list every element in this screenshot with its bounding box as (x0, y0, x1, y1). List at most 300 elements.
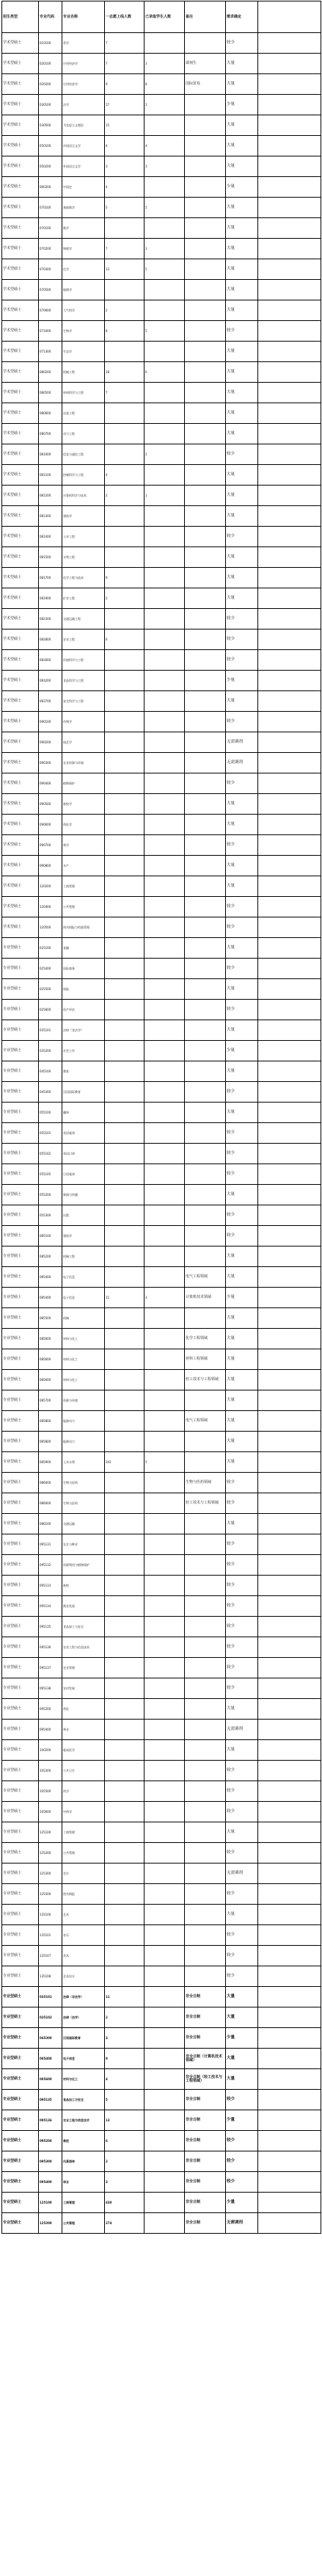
demand-cell: 较少 (226, 1596, 258, 1617)
empty-cell (258, 1678, 321, 1699)
code-cell: 085700 (39, 1390, 62, 1411)
note-cell (185, 1020, 226, 1041)
note-cell (185, 1699, 226, 1720)
note-cell (185, 650, 226, 671)
admitted-count-cell (144, 527, 185, 547)
first-choice-count-cell (105, 835, 144, 856)
demand-cell: 大量 (226, 198, 258, 218)
admitted-count-cell (144, 671, 185, 691)
table-row (2, 177, 321, 198)
demand-cell: 少量 (226, 1288, 258, 1308)
first-choice-count-cell: 4 (105, 2069, 144, 2090)
note-cell (185, 300, 226, 321)
empty-cell (258, 1514, 321, 1534)
demand-cell: 大量 (226, 465, 258, 486)
note-cell (185, 444, 226, 465)
category-cell: 学术型硕士 (2, 95, 39, 115)
header-cell: 一志愿上线人数 (105, 1, 144, 33)
demand-cell: 较少 (226, 2172, 258, 2193)
empty-cell (258, 2049, 321, 2069)
major-cell: 公共卫生 (62, 1761, 105, 1781)
note-cell (185, 198, 226, 218)
demand-cell: 较少 (226, 959, 258, 979)
note-cell: 轻工技术与工程领域 (185, 1370, 226, 1390)
note-cell (185, 1720, 226, 1740)
note-cell (185, 33, 226, 54)
category-cell: 学术型硕士 (2, 259, 39, 280)
demand-cell: 大量 (226, 1452, 258, 1473)
demand-cell: 大量 (226, 300, 258, 321)
category-cell: 专业型硕士 (2, 1699, 39, 1720)
admitted-count-cell (144, 1103, 185, 1123)
category-cell: 专业型硕士 (2, 1720, 39, 1740)
first-choice-count-cell (105, 979, 144, 1000)
first-choice-count-cell: 18 (105, 362, 144, 383)
demand-cell: 较少 (226, 835, 258, 856)
admitted-count-cell: 5 (144, 198, 185, 218)
code-cell: 095137 (39, 1658, 62, 1678)
admitted-count-cell (144, 280, 185, 300)
table-row (2, 609, 321, 629)
admitted-count-cell (144, 1000, 185, 1020)
category-cell: 专业型硕士 (2, 959, 39, 979)
major-cell: 能源动力 (62, 1432, 105, 1452)
major-cell: 生物与医药 (62, 1493, 105, 1514)
first-choice-count-cell (105, 403, 144, 424)
empty-cell (258, 835, 321, 856)
admitted-count-cell (144, 959, 185, 979)
category-cell: 专业型硕士 (2, 1020, 39, 1041)
category-cell: 专业型硕士 (2, 1164, 39, 1185)
empty-cell (258, 95, 321, 115)
table-row (2, 1555, 321, 1576)
code-cell: 090200 (39, 732, 62, 753)
code-cell: 070600 (39, 300, 62, 321)
code-cell: 135107 (39, 1946, 62, 1966)
code-cell: 070500 (39, 280, 62, 300)
code-cell: 095131 (39, 1534, 62, 1555)
major-cell: 法律（法学） (62, 2007, 105, 2028)
table-row (2, 1740, 321, 1761)
admitted-count-cell: 5 (144, 1452, 185, 1473)
code-cell: 081700 (39, 568, 62, 588)
admitted-count-cell: 1 (144, 486, 185, 506)
code-cell: 086100 (39, 1514, 62, 1534)
admitted-count-cell (144, 1884, 185, 1905)
demand-cell: 较少 (226, 321, 258, 342)
code-cell: 090100 (39, 712, 62, 732)
category-cell: 学术型硕士 (2, 588, 39, 609)
major-cell: 新闻与传播 (62, 1185, 105, 1205)
demand-cell: 大量 (226, 1185, 258, 1205)
demand-cell: 无需调剂 (226, 732, 258, 753)
note-cell (185, 1164, 226, 1185)
empty-cell (258, 1493, 321, 1514)
demand-cell: 大量 (226, 1699, 258, 1720)
category-cell: 学术型硕士 (2, 753, 39, 773)
header-cell: 招生类型 (2, 1, 39, 33)
category-cell: 专业型硕士 (2, 2110, 39, 2131)
code-cell: 081300 (39, 506, 62, 527)
category-cell: 专业型硕士 (2, 1637, 39, 1658)
major-cell: 食品加工与安全 (62, 1617, 105, 1637)
admitted-count-cell (144, 815, 185, 835)
category-cell: 学术型硕士 (2, 54, 39, 74)
admitted-count-cell (144, 1576, 185, 1596)
admitted-count-cell (144, 1802, 185, 1822)
table-row (2, 444, 321, 465)
demand-cell: 大量 (226, 1370, 258, 1390)
note-cell: 非全日制 (185, 2028, 226, 2049)
admitted-count-cell (144, 609, 185, 629)
major-cell: 计算机科学与技术 (62, 486, 105, 506)
major-cell: 中国语言文学 (62, 136, 105, 156)
category-cell: 专业型硕士 (2, 1185, 39, 1205)
table-row (2, 156, 321, 177)
empty-cell (258, 671, 321, 691)
major-cell: 音乐 (62, 1925, 105, 1946)
code-cell: 081500 (39, 547, 62, 568)
demand-cell: 大量 (226, 794, 258, 815)
first-choice-count-cell: 102 (105, 1452, 144, 1473)
empty-cell (258, 33, 321, 54)
empty-cell (258, 1637, 321, 1658)
first-choice-count-cell (105, 1740, 144, 1761)
category-cell: 学术型硕士 (2, 156, 39, 177)
table-row (2, 1308, 321, 1329)
code-cell: 080600 (39, 403, 62, 424)
admitted-count-cell (144, 753, 185, 773)
empty-cell (258, 1267, 321, 1288)
table-row (2, 383, 321, 403)
admitted-count-cell (144, 1514, 185, 1534)
empty-cell (258, 1596, 321, 1617)
table-row (2, 691, 321, 712)
empty-cell (258, 588, 321, 609)
empty-cell (258, 815, 321, 835)
note-cell (185, 938, 226, 959)
first-choice-count-cell (105, 753, 144, 773)
major-cell: 材料与化工 (62, 2069, 105, 2090)
major-cell: 国际商务 (62, 959, 105, 979)
table-row (2, 403, 321, 424)
demand-cell: 大量 (226, 342, 258, 362)
note-cell: 电气工程领域 (185, 1267, 226, 1288)
code-cell: 085400 (39, 1288, 62, 1308)
empty-cell (258, 383, 321, 403)
admitted-count-cell (144, 1946, 185, 1966)
admitted-count-cell (144, 979, 185, 1000)
code-cell: 025500 (39, 979, 62, 1000)
demand-cell: 大量 (226, 259, 258, 280)
first-choice-count-cell (105, 506, 144, 527)
code-cell: 125500 (39, 1884, 62, 1905)
demand-cell: 大量 (226, 2007, 258, 2028)
table-row (2, 239, 321, 259)
table-row (2, 1123, 321, 1144)
first-choice-count-cell (105, 1802, 144, 1822)
category-cell: 学术型硕士 (2, 177, 39, 198)
demand-cell: 大量 (226, 54, 258, 74)
demand-cell: 大量 (226, 1246, 258, 1267)
note-cell (185, 527, 226, 547)
demand-cell: 较少 (226, 1617, 258, 1637)
major-cell: 生态学 (62, 342, 105, 362)
major-cell: 园艺学 (62, 732, 105, 753)
table-row (2, 1781, 321, 1802)
first-choice-count-cell: 7 (105, 239, 144, 259)
major-cell: 金融 (62, 938, 105, 959)
code-cell: 081000 (39, 444, 62, 465)
first-choice-count-cell (105, 1534, 144, 1555)
table-row (2, 280, 321, 300)
empty-cell (258, 1699, 321, 1720)
header-cell: 需求确定 (226, 1, 258, 33)
first-choice-count-cell (105, 1246, 144, 1267)
code-cell: 071000 (39, 321, 62, 342)
category-cell: 学术型硕士 (2, 280, 39, 300)
note-cell: 非全日制 (185, 2090, 226, 2110)
first-choice-count-cell (105, 1905, 144, 1925)
major-cell: 作物学 (62, 712, 105, 732)
category-cell: 专业型硕士 (2, 1473, 39, 1493)
table-row (2, 588, 321, 609)
admitted-count-cell (144, 383, 185, 403)
table-row (2, 1164, 321, 1185)
demand-cell: 大量 (226, 547, 258, 568)
major-cell: 畜牧学 (62, 794, 105, 815)
admitted-count-cell (144, 897, 185, 917)
table-row (2, 1802, 321, 1822)
table-row (2, 2151, 321, 2172)
empty-cell (258, 1884, 321, 1905)
category-cell: 学术型硕士 (2, 424, 39, 444)
admitted-count-cell (144, 1678, 185, 1699)
code-cell: 085200 (39, 1246, 62, 1267)
first-choice-count-cell (105, 1884, 144, 1905)
demand-cell: 大量 (226, 691, 258, 712)
demand-cell: 大量 (226, 876, 258, 897)
code-cell: 095200 (39, 1699, 62, 1720)
table-row (2, 1452, 321, 1473)
note-cell (185, 362, 226, 383)
note-cell (185, 753, 226, 773)
major-cell: 哲学 (62, 33, 105, 54)
note-cell (185, 1884, 226, 1905)
first-choice-count-cell (105, 938, 144, 959)
empty-cell (258, 1987, 321, 2007)
first-choice-count-cell (105, 1637, 144, 1658)
demand-cell: 较少 (226, 1082, 258, 1103)
first-choice-count-cell (105, 794, 144, 815)
empty-cell (258, 2007, 321, 2028)
table-row (2, 917, 321, 938)
table-row (2, 1246, 321, 1267)
empty-cell (258, 1452, 321, 1473)
demand-cell: 较少 (226, 629, 258, 650)
empty-cell (258, 1020, 321, 1041)
empty-cell (258, 1781, 321, 1802)
table-row (2, 1534, 321, 1555)
empty-cell (258, 568, 321, 588)
code-cell: 045300 (39, 1082, 62, 1103)
first-choice-count-cell (105, 1658, 144, 1678)
major-cell: 兽医 (62, 2131, 105, 2151)
category-cell: 学术型硕士 (2, 198, 39, 218)
note-cell: 计算机技术领域 (185, 1288, 226, 1308)
admitted-count-cell (144, 2028, 185, 2049)
empty-cell (258, 177, 321, 198)
note-cell (185, 1103, 226, 1123)
first-choice-count-cell (105, 444, 144, 465)
admitted-count-cell: 3 (144, 156, 185, 177)
table-row (2, 1761, 321, 1781)
admitted-count-cell: 4 (144, 136, 185, 156)
admitted-count-cell (144, 629, 185, 650)
major-cell: 机械工程 (62, 362, 105, 383)
major-cell: 电子信息 (62, 1267, 105, 1288)
note-cell: 电气工程领域 (185, 1411, 226, 1432)
first-choice-count-cell: 9 (105, 568, 144, 588)
note-cell (185, 1514, 226, 1534)
major-cell: 公共管理 (62, 2213, 105, 2234)
category-cell: 学术型硕士 (2, 629, 39, 650)
demand-cell: 大量 (226, 979, 258, 1000)
table-row (2, 1658, 321, 1678)
demand-cell: 大量 (226, 1103, 258, 1123)
code-cell: 081200 (39, 486, 62, 506)
major-cell: 中国史 (62, 177, 105, 198)
demand-cell: 大量 (226, 1411, 258, 1432)
note-cell (185, 1576, 226, 1596)
note-cell (185, 1185, 226, 1205)
demand-cell: 较少 (226, 1658, 258, 1678)
admitted-count-cell (144, 856, 185, 876)
first-choice-count-cell: 2 (105, 2007, 144, 2028)
admitted-count-cell (144, 1761, 185, 1781)
note-cell: 非全日制 (185, 2007, 226, 2028)
table-row (2, 1329, 321, 1349)
empty-cell (258, 259, 321, 280)
table-row (2, 2090, 321, 2110)
empty-cell (258, 1534, 321, 1555)
demand-cell: 大量 (226, 2049, 258, 2069)
code-cell: 095133 (39, 1576, 62, 1596)
admitted-count-cell (144, 917, 185, 938)
demand-cell: 大量 (226, 1740, 258, 1761)
table-row (2, 1082, 321, 1103)
empty-cell (258, 1802, 321, 1822)
code-cell: 025400 (39, 959, 62, 979)
empty-cell (258, 1370, 321, 1390)
major-cell: 风景园林 (62, 2151, 105, 2172)
first-choice-count-cell (105, 1925, 144, 1946)
major-cell: 农业工程与信息技术 (62, 1637, 105, 1658)
code-cell: 095138 (39, 1678, 62, 1699)
category-cell: 专业型硕士 (2, 1596, 39, 1617)
empty-cell (258, 1966, 321, 1987)
note-cell (185, 239, 226, 259)
first-choice-count-cell (105, 1781, 144, 1802)
note-cell: 轻工技术与工程领域 (185, 1493, 226, 1514)
first-choice-count-cell (105, 1164, 144, 1185)
table-row (2, 2007, 321, 2028)
table-row (2, 2069, 321, 2090)
category-cell: 专业型硕士 (2, 1000, 39, 1020)
category-cell: 专业型硕士 (2, 1966, 39, 1987)
empty-cell (258, 54, 321, 74)
major-cell: 生物学 (62, 321, 105, 342)
note-cell: 非全日制 (185, 2131, 226, 2151)
table-row (2, 629, 321, 650)
table-row (2, 506, 321, 527)
empty-cell (258, 650, 321, 671)
code-cell: 055200 (39, 1185, 62, 1205)
first-choice-count-cell: 9 (105, 2049, 144, 2069)
category-cell: 专业型硕士 (2, 1144, 39, 1164)
empty-cell (258, 1411, 321, 1432)
demand-cell: 大量 (226, 856, 258, 876)
table-row (2, 1349, 321, 1370)
table-row (2, 1576, 321, 1596)
code-cell: 045300 (39, 2028, 62, 2049)
code-cell: 083700 (39, 691, 62, 712)
demand-cell: 大量 (226, 383, 258, 403)
demand-cell: 较少 (226, 1164, 258, 1185)
note-cell: 化学工程领域 (185, 1329, 226, 1349)
major-cell: 建筑学 (62, 506, 105, 527)
note-cell (185, 547, 226, 568)
table-row (2, 1267, 321, 1288)
category-cell: 专业型硕士 (2, 1288, 39, 1308)
note-cell (185, 1308, 226, 1329)
category-cell: 学术型硕士 (2, 465, 39, 486)
demand-cell: 大量 (226, 136, 258, 156)
code-cell: 090800 (39, 856, 62, 876)
first-choice-count-cell (105, 1432, 144, 1452)
major-cell: 林业 (62, 2172, 105, 2193)
code-cell: 085400 (39, 2049, 62, 2069)
table-row (2, 1205, 321, 1226)
demand-cell: 较少 (226, 897, 258, 917)
admitted-count-cell (144, 1658, 185, 1678)
note-cell (185, 732, 226, 753)
note-cell (185, 1432, 226, 1452)
table-row (2, 95, 321, 115)
major-cell: 土木水利 (62, 1452, 105, 1473)
major-cell: 汉语国际教育 (62, 1082, 105, 1103)
demand-cell: 大量 (226, 1987, 258, 2007)
empty-cell (258, 1617, 321, 1637)
category-cell: 学术型硕士 (2, 383, 39, 403)
demand-cell: 较少 (226, 2151, 258, 2172)
note-cell (185, 671, 226, 691)
table-row (2, 527, 321, 547)
demand-cell: 少量 (226, 2110, 258, 2131)
empty-cell (258, 1288, 321, 1308)
category-cell: 专业型硕士 (2, 1493, 39, 1514)
category-cell: 专业型硕士 (2, 1740, 39, 1761)
table-row (2, 1884, 321, 1905)
code-cell: 095134 (39, 1596, 62, 1617)
table-row (2, 979, 321, 1000)
major-cell: 保险 (62, 979, 105, 1000)
empty-cell (258, 1205, 321, 1226)
category-cell: 学术型硕士 (2, 362, 39, 383)
demand-cell: 较少 (226, 1123, 258, 1144)
first-choice-count-cell (105, 1555, 144, 1576)
note-cell (185, 712, 226, 732)
